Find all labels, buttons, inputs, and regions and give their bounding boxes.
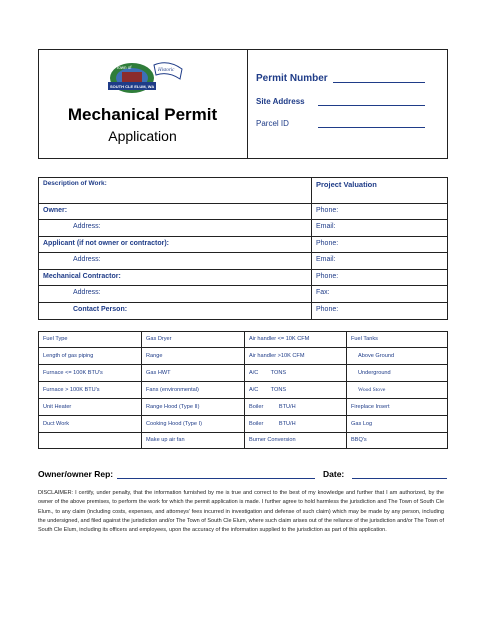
contractor-phone-label: Phone: [316, 273, 339, 280]
permit-number-label: Permit Number [256, 73, 328, 84]
equipment-cell: Boiler BTU/H [249, 404, 296, 410]
equipment-cell: Cooking Hood (Type I) [146, 421, 202, 427]
logo-text-town: Town of [116, 65, 132, 70]
parcel-id-label: Parcel ID [256, 119, 289, 128]
equipment-cell: Fuel Type [43, 336, 68, 342]
info-row-line [38, 252, 448, 253]
equipment-cell: Range [146, 353, 163, 359]
equipment-cell: Length of gas piping [43, 353, 94, 359]
equipment-cell: Fireplace Insert [351, 404, 390, 410]
applicant-address-label: Address: [73, 256, 101, 263]
contractor-fax-label: Fax: [316, 289, 330, 296]
site-address-label: Site Address [256, 97, 305, 106]
equipment-row-line [38, 347, 448, 348]
valuation-label: Project Valuation [316, 180, 377, 189]
page-title: Mechanical Permit [67, 105, 218, 124]
logo-text-historic: Historic [158, 68, 175, 73]
info-row-line [38, 203, 448, 204]
equipment-cell: Make up air fan [146, 437, 185, 443]
parcel-id-line[interactable] [318, 127, 425, 128]
equipment-row-line [38, 381, 448, 382]
disclaimer-text: DISCLAIMER: I certify, under penalty, that the information furnished by me is true and correct to the best of my knowledge and further that I am authorized, by the owner of the above premises, to perform the work for which the permit application is made. I further agree to hold harmless the jurisdiction and The Town of South Cle Elum., to any claim (including costs, expenses, and attorneys' fees incurred in investigation and defense of such claim) which may be made by any person, including the undersigned, and filed against the jurisdiction and/or The Town of South Cle Elum, where such claim arises out of the reliance of the jurisdiction and/or The Town of South Cle Elum, including its officers and employees, upon the accuracy of the information supplied to the jurisdiction as part of this application. [38, 490, 444, 534]
owner-phone-label: Phone: [316, 207, 339, 214]
info-divider [311, 177, 312, 320]
equipment-cell: Burner Conversion [249, 437, 296, 443]
equipment-cell: Underground [358, 370, 391, 376]
equipment-cell: Above Ground [358, 353, 395, 359]
equipment-cell: Unit Heater [43, 404, 72, 410]
equipment-cell: Duct Work [43, 421, 70, 427]
equipment-cell: Wood Stove [358, 387, 386, 393]
logo-text-name: SOUTH CLE ELUM, WA [110, 84, 155, 89]
equipment-cell: A/C TONS [249, 387, 287, 393]
owner-label: Owner: [43, 207, 68, 214]
contractor-label: Mechanical Contractor: [43, 273, 121, 280]
applicant-email-label: Email: [316, 256, 336, 263]
equipment-cell: A/C TONS [249, 370, 287, 376]
page-subtitle: Application [108, 128, 177, 144]
equipment-row-line [38, 432, 448, 433]
equipment-row-line [38, 415, 448, 416]
equipment-cell: Gas Dryer [146, 336, 172, 342]
contact-person-label: Contact Person: [73, 306, 128, 313]
date-label: Date: [323, 469, 345, 479]
owner-rep-label: Owner/owner Rep: [38, 469, 114, 479]
info-row-line [38, 219, 448, 220]
equipment-cell: Range Hood (Type II) [146, 404, 200, 410]
equipment-cell: Air handler <= 10K CFM [249, 336, 310, 342]
info-row-line [38, 269, 448, 270]
owner-address-label: Address: [73, 223, 101, 230]
info-box [38, 177, 448, 320]
equipment-cell: Air handler >10K CFM [249, 353, 305, 359]
applicant-phone-label: Phone: [316, 240, 339, 247]
equipment-cell: Gas HWT [146, 370, 171, 376]
equipment-cell: Furnace > 100K BTU's [43, 387, 100, 393]
equipment-cell: Gas Log [351, 421, 373, 427]
equipment-cell: Boiler BTU/H [249, 421, 296, 427]
equipment-row-line [38, 364, 448, 365]
applicant-label: Applicant (if not owner or contractor): [43, 240, 169, 247]
equipment-cell: BBQ's [351, 437, 367, 443]
contact-phone-label: Phone: [316, 306, 339, 313]
equipment-cell: Fans (environmental) [146, 387, 199, 393]
description-label: Description of Work: [43, 180, 107, 187]
owner-rep-signature-line[interactable] [117, 478, 315, 479]
contractor-address-label: Address: [73, 289, 101, 296]
date-line[interactable] [352, 478, 447, 479]
permit-number-line[interactable] [333, 82, 425, 83]
town-logo [100, 55, 190, 100]
info-row-line [38, 285, 448, 286]
equipment-row-line [38, 398, 448, 399]
header-divider [247, 49, 248, 159]
equipment-cell: Fuel Tanks [351, 336, 378, 342]
info-row-line [38, 302, 448, 303]
info-row-line [38, 236, 448, 237]
owner-email-label: Email: [316, 223, 336, 230]
equipment-cell: Furnace <= 100K BTU's [43, 370, 103, 376]
site-address-line[interactable] [318, 105, 425, 106]
